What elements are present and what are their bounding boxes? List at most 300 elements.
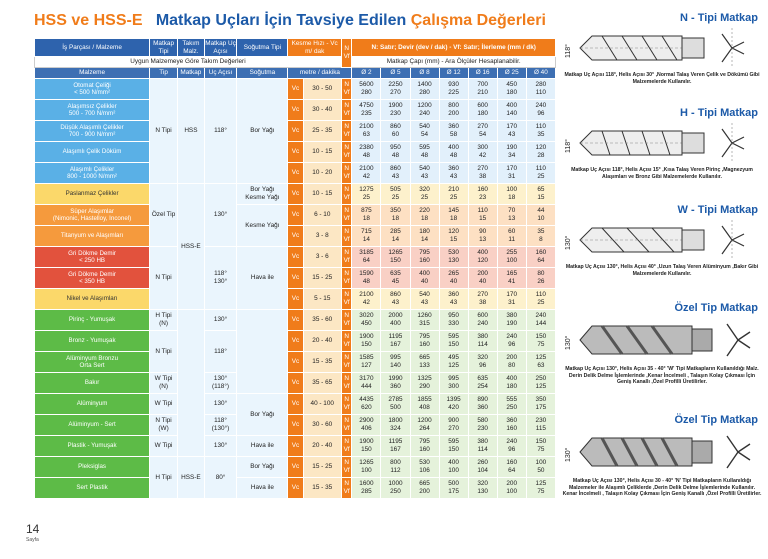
- uniform-note: Uygun Malzemeye Göre Takım Değerleri: [35, 57, 342, 68]
- type-cell: N Tipi: [150, 247, 178, 310]
- header-nvf: N Vf: [341, 39, 351, 68]
- value-cell: 860 60: [381, 121, 410, 142]
- w-type-title: W - Tipi Matkap: [677, 204, 758, 216]
- type-cell: W Tipi: [150, 394, 178, 415]
- table-row: [35, 415, 556, 436]
- table-row: [35, 373, 556, 394]
- value-cell: 995 300: [439, 373, 468, 394]
- n-vf-label: N Vf: [341, 100, 351, 121]
- type-cell: N Tipi (W): [150, 415, 178, 436]
- value-cell: 400 140: [497, 100, 526, 121]
- value-cell: 1325 290: [410, 373, 439, 394]
- material-cell: Alaşımlı Çelikler 800 - 1000 N/mm²: [35, 163, 150, 184]
- angle-cell: 130° (118°): [204, 373, 237, 394]
- value-cell: 795 160: [410, 331, 439, 352]
- value-cell: 4750 235: [352, 100, 381, 121]
- value-cell: 950 330: [439, 310, 468, 331]
- svg-text:130°: 130°: [565, 235, 572, 250]
- speed-cell: 25 - 35: [303, 121, 341, 142]
- angle-cell: 118° (130°): [204, 415, 237, 436]
- h-type-title: H - Tipi Matkap: [679, 107, 758, 119]
- value-cell: 220 18: [410, 205, 439, 226]
- material-cell: Alüminyum - Sert: [35, 415, 150, 436]
- value-cell: 320 96: [468, 352, 497, 373]
- type-cell: H Tipi: [150, 457, 178, 499]
- vc-label: Vc: [288, 226, 303, 247]
- value-cell: 110 25: [526, 289, 555, 310]
- vc-label: Vc: [288, 247, 303, 268]
- value-cell: 1260 315: [410, 310, 439, 331]
- page-number: 14: [26, 522, 40, 536]
- value-cell: 400 100: [439, 457, 468, 478]
- value-cell: 795 160: [410, 247, 439, 268]
- speed-cell: 10 - 20: [303, 163, 341, 184]
- value-cell: 800 200: [439, 100, 468, 121]
- value-cell: 1900 150: [352, 436, 381, 457]
- special-1-desc: Matkap Uç Açısı 130°, Helis Açısı 35 - 40° 'W' Tipi Matkapların Kullanıldığı Malz. Derin Delik Delme İşlemlerinde ,Kenar İncelmeli , Talaşın Kolay Çıkması İçin Geniş Kanallı ,Özel Profilli Üretilirler.: [565, 366, 759, 385]
- table-row: [35, 121, 556, 142]
- title-part3: Çalışma Değerleri: [410, 12, 546, 29]
- value-cell: 165 41: [497, 268, 526, 289]
- header-formula: N: Satır; Devir (dev / dak) - Vf: Satır; İlerleme (mm / dk): [352, 39, 556, 57]
- value-cell: 665 133: [410, 352, 439, 373]
- cool-cell: Hava ile: [237, 478, 288, 499]
- material-cell: Alaşımsız Çelikler 500 - 700 N/mm²: [35, 100, 150, 121]
- angle-cell: 118°: [204, 331, 237, 373]
- value-cell: 320 130: [468, 478, 497, 499]
- col-d40: Ø 40: [526, 68, 555, 79]
- n-vf-label: N Vf: [341, 247, 351, 268]
- value-cell: 240 96: [526, 100, 555, 121]
- angle-cell: 130°: [204, 436, 237, 457]
- cool-cell: Bor Yağı: [237, 79, 288, 184]
- table-row: [35, 436, 556, 457]
- header-tip-angle: Matkap Uç Açısı: [205, 39, 236, 55]
- value-cell: 125 75: [526, 478, 555, 499]
- value-cell: 350 175: [526, 394, 555, 415]
- value-cell: 240 144: [526, 310, 555, 331]
- value-cell: 240 96: [497, 331, 526, 352]
- vc-label: Vc: [288, 100, 303, 121]
- value-cell: 3185 64: [352, 247, 381, 268]
- table-row: [35, 310, 556, 331]
- value-cell: 280 110: [526, 79, 555, 100]
- speed-cell: 15 - 25: [303, 457, 341, 478]
- w-type-desc: Matkap Uç Açısı 130°, Helis Açısı 40° ,Uzun Talaş Veren Alüminyum ,Bakır Gibi Malzemelerde Kullanılır.: [565, 264, 759, 277]
- n-vf-label: N Vf: [341, 352, 351, 373]
- value-cell: 1200 264: [410, 415, 439, 436]
- vc-label: Vc: [288, 331, 303, 352]
- cool-cell: Bor Yağı: [237, 457, 288, 478]
- value-cell: 65 15: [526, 184, 555, 205]
- table-row: [35, 79, 556, 100]
- type-cell: Özel Tip: [150, 184, 178, 247]
- w-type-drill: [562, 204, 762, 277]
- vc-label: Vc: [288, 415, 303, 436]
- h-type-drill: [562, 107, 762, 180]
- value-cell: 270 54: [468, 121, 497, 142]
- speed-cell: 20 - 40: [303, 436, 341, 457]
- vc-label: Vc: [288, 79, 303, 100]
- material-cell: Bakır: [35, 373, 150, 394]
- value-cell: 400 40: [410, 268, 439, 289]
- value-cell: 260 104: [468, 457, 497, 478]
- value-cell: 1900 230: [381, 100, 410, 121]
- material-cell: Gri Dökme Demir < 250 HB: [35, 247, 150, 268]
- cool-cell: Bor Yağı Kesme Yağı: [237, 184, 288, 205]
- value-cell: 210 25: [439, 184, 468, 205]
- cool-cell: [237, 310, 288, 394]
- cutting-values-table: [34, 38, 556, 499]
- value-cell: 635 45: [381, 268, 410, 289]
- type-cell: W Tipi (N): [150, 373, 178, 394]
- table-row: [35, 478, 556, 499]
- col-cool: Soğutma: [237, 68, 288, 79]
- value-cell: 3170 444: [352, 373, 381, 394]
- value-cell: 1200 240: [410, 100, 439, 121]
- n-vf-label: N Vf: [341, 163, 351, 184]
- value-cell: 700 210: [468, 79, 497, 100]
- angle-cell: 80°: [204, 457, 237, 499]
- value-cell: 380 190: [497, 310, 526, 331]
- value-cell: 3020 450: [352, 310, 381, 331]
- col-d8: Ø 8: [410, 68, 439, 79]
- n-vf-label: N Vf: [341, 268, 351, 289]
- material-cell: Alaşımlı Çelik Döküm: [35, 142, 150, 163]
- speed-cell: 30 - 50: [303, 79, 341, 100]
- n-vf-label: N Vf: [341, 142, 351, 163]
- material-cell: Sert Plastik: [35, 478, 150, 499]
- value-cell: 160 64: [526, 247, 555, 268]
- value-cell: 2900 406: [352, 415, 381, 436]
- value-cell: 200 40: [468, 268, 497, 289]
- drill-cell: HSS-E: [178, 184, 205, 310]
- h-type-desc: Matkap Uç Açısı 118°, Helis Açısı 15° ,Kısa Talaş Veren Pirinç ,Magnezyum Alaşımları ve Bronz Gibi Malzemelerde Kullanılır.: [571, 167, 753, 180]
- value-cell: 360 43: [439, 163, 468, 184]
- value-cell: 100 50: [526, 457, 555, 478]
- title-part2: Matkap Uçları İçin Tavsiye Edilen: [155, 12, 407, 29]
- value-cell: 110 15: [468, 205, 497, 226]
- col-d5: Ø 5: [381, 68, 410, 79]
- value-cell: 145 18: [439, 205, 468, 226]
- cool-cell: Hava ile: [237, 436, 288, 457]
- value-cell: 320 25: [410, 184, 439, 205]
- title-part1: HSS ve HSS-E: [34, 12, 143, 29]
- n-vf-label: N Vf: [341, 415, 351, 436]
- value-cell: 595 150: [439, 331, 468, 352]
- material-cell: Titanyum ve Alaşımları: [35, 226, 150, 247]
- value-cell: 1585 127: [352, 352, 381, 373]
- material-cell: Otomat Çeliği < 500 N/mm²: [35, 79, 150, 100]
- value-cell: 120 28: [526, 142, 555, 163]
- value-cell: 665 200: [410, 478, 439, 499]
- speed-cell: 15 - 35: [303, 478, 341, 499]
- value-cell: 125 63: [526, 352, 555, 373]
- svg-text:130°: 130°: [565, 447, 572, 462]
- value-cell: 150 75: [526, 331, 555, 352]
- vc-label: Vc: [288, 373, 303, 394]
- value-cell: 1400 280: [410, 79, 439, 100]
- material-cell: Süper Alaşımlar (Nimonic, Hastelloy, Inconel): [35, 205, 150, 226]
- value-cell: 240 96: [497, 436, 526, 457]
- n-type-drill: [562, 12, 762, 85]
- col-type: Tip: [150, 68, 178, 79]
- value-cell: 190 34: [497, 142, 526, 163]
- value-cell: 70 13: [497, 205, 526, 226]
- value-cell: 400 180: [497, 373, 526, 394]
- page-word: Sayfa: [26, 537, 39, 543]
- n-vf-label: N Vf: [341, 478, 351, 499]
- special-2-title: Özel Tip Matkap: [674, 414, 758, 426]
- speed-cell: 35 - 65: [303, 373, 341, 394]
- table-row: [35, 163, 556, 184]
- table-row: [35, 352, 556, 373]
- value-cell: 540 43: [410, 289, 439, 310]
- value-cell: 635 254: [468, 373, 497, 394]
- vc-label: Vc: [288, 121, 303, 142]
- vc-label: Vc: [288, 205, 303, 226]
- value-cell: 580 230: [468, 415, 497, 436]
- value-cell: 250 125: [526, 373, 555, 394]
- table-row: [35, 184, 556, 205]
- material-cell: Plastik - Yumuşak: [35, 436, 150, 457]
- value-cell: 360 43: [439, 289, 468, 310]
- n-vf-label: N Vf: [341, 289, 351, 310]
- value-cell: 595 150: [439, 436, 468, 457]
- value-cell: 4435 620: [352, 394, 381, 415]
- value-cell: 530 130: [439, 247, 468, 268]
- value-cell: 530 106: [410, 457, 439, 478]
- vc-label: Vc: [288, 436, 303, 457]
- col-angle: Uç Açısı: [204, 68, 237, 79]
- n-type-drill-icon: [562, 24, 762, 72]
- value-cell: 400 48: [439, 142, 468, 163]
- vc-label: Vc: [288, 457, 303, 478]
- table-row: [35, 289, 556, 310]
- value-cell: 995 140: [381, 352, 410, 373]
- value-cell: 160 23: [468, 184, 497, 205]
- value-cell: 2100 63: [352, 121, 381, 142]
- value-cell: 160 64: [497, 457, 526, 478]
- vc-label: Vc: [288, 394, 303, 415]
- type-cell: N Tipi: [150, 331, 178, 373]
- col-material: Malzeme: [35, 68, 150, 79]
- speed-cell: 40 - 100: [303, 394, 341, 415]
- table-row: [35, 331, 556, 352]
- value-cell: 1600 285: [352, 478, 381, 499]
- material-cell: Paslanmaz Çelikler: [35, 184, 150, 205]
- header-tool-material: Takım Malz.: [178, 39, 205, 57]
- header-coolant: Soğutma Tipi: [237, 39, 288, 57]
- speed-cell: 10 - 15: [303, 142, 341, 163]
- vc-label: Vc: [288, 478, 303, 499]
- svg-text:118°: 118°: [565, 139, 572, 153]
- value-cell: 180 14: [410, 226, 439, 247]
- value-cell: 800 112: [381, 457, 410, 478]
- value-cell: 595 48: [410, 142, 439, 163]
- value-cell: 170 31: [497, 289, 526, 310]
- table-row: [35, 100, 556, 121]
- value-cell: 200 80: [497, 352, 526, 373]
- angle-cell: 130°: [204, 184, 237, 247]
- vc-label: Vc: [288, 352, 303, 373]
- value-cell: 1590 48: [352, 268, 381, 289]
- cool-cell: Hava ile: [237, 247, 288, 310]
- value-cell: 100 18: [497, 184, 526, 205]
- speed-cell: 15 - 35: [303, 352, 341, 373]
- vc-label: Vc: [288, 184, 303, 205]
- col-drill: Matkap: [178, 68, 205, 79]
- value-cell: 255 100: [497, 247, 526, 268]
- col-d16: Ø 16: [468, 68, 497, 79]
- n-vf-label: N Vf: [341, 331, 351, 352]
- speed-cell: 30 - 60: [303, 415, 341, 436]
- value-cell: 270 38: [468, 289, 497, 310]
- value-cell: 360 160: [497, 415, 526, 436]
- value-cell: 1395 420: [439, 394, 468, 415]
- value-cell: 1195 167: [381, 331, 410, 352]
- value-cell: 400 120: [468, 247, 497, 268]
- value-cell: 230 115: [526, 415, 555, 436]
- special-drill-2: [562, 414, 762, 498]
- value-cell: 2380 48: [352, 142, 381, 163]
- material-cell: Gri Dökme Demir < 350 HB: [35, 268, 150, 289]
- value-cell: 60 11: [497, 226, 526, 247]
- value-cell: 2785 500: [381, 394, 410, 415]
- material-cell: Pleksiglas: [35, 457, 150, 478]
- speed-cell: 10 - 15: [303, 184, 341, 205]
- special-2-drill-icon: [562, 426, 762, 478]
- material-cell: Nikel ve Alaşımları: [35, 289, 150, 310]
- n-vf-label: N Vf: [341, 205, 351, 226]
- svg-text:118°: 118°: [565, 44, 572, 58]
- value-cell: 2250 270: [381, 79, 410, 100]
- value-cell: 1275 25: [352, 184, 381, 205]
- value-cell: 380 114: [468, 331, 497, 352]
- value-cell: 170 31: [497, 163, 526, 184]
- material-cell: Alüminyum Bronzu Orta Sert: [35, 352, 150, 373]
- vc-label: Vc: [288, 289, 303, 310]
- table-row: [35, 247, 556, 268]
- value-cell: 1195 167: [381, 436, 410, 457]
- material-cell: Pirinç - Yumuşak: [35, 310, 150, 331]
- value-cell: 150 75: [526, 436, 555, 457]
- value-cell: 555 250: [497, 394, 526, 415]
- special-2-desc: Matkap Uç Açısı 130°, Helis Açısı 30 - 40° 'N' Tipi Matkapların Kullanıldığı Malzemeler ile Alaşımlı Çeliklerde ,Derin Delik Delme İşlemlerinde Kullanılır. Kenar İncelmeli , Talaşın Kolay Çıkması İçin Geniş Kanallı ,Özel Profilli Üretilirler.: [562, 478, 762, 497]
- value-cell: 265 40: [439, 268, 468, 289]
- value-cell: 270 38: [468, 163, 497, 184]
- value-cell: 715 14: [352, 226, 381, 247]
- value-cell: 110 25: [526, 163, 555, 184]
- value-cell: 110 35: [526, 121, 555, 142]
- n-vf-label: N Vf: [341, 457, 351, 478]
- value-cell: 930 225: [439, 79, 468, 100]
- value-cell: 120 15: [439, 226, 468, 247]
- n-vf-label: N Vf: [341, 226, 351, 247]
- value-cell: 505 25: [381, 184, 410, 205]
- value-cell: 90 13: [468, 226, 497, 247]
- value-cell: 2100 42: [352, 163, 381, 184]
- speed-cell: 35 - 60: [303, 310, 341, 331]
- speed-cell: 20 - 40: [303, 331, 341, 352]
- n-vf-label: N Vf: [341, 310, 351, 331]
- value-cell: 1265 150: [381, 247, 410, 268]
- type-cell: W Tipi: [150, 436, 178, 457]
- header-drill-type: Matkap Tipi: [150, 39, 178, 57]
- speed-cell: 30 - 40: [303, 100, 341, 121]
- cool-cell: Bor Yağı: [237, 394, 288, 436]
- speed-cell: 5 - 15: [303, 289, 341, 310]
- table-row: [35, 142, 556, 163]
- value-cell: 860 43: [381, 163, 410, 184]
- speed-cell: 3 - 8: [303, 226, 341, 247]
- w-type-drill-icon: [562, 216, 762, 264]
- value-cell: 600 240: [468, 310, 497, 331]
- header-cutting-speed: Kesme Hızı - Vc m/ dak: [288, 39, 341, 57]
- n-vf-label: N Vf: [341, 184, 351, 205]
- material-cell: Alüminyum: [35, 394, 150, 415]
- drill-cell: [178, 310, 205, 457]
- n-vf-label: N Vf: [341, 373, 351, 394]
- value-cell: 795 160: [410, 436, 439, 457]
- special-1-drill-icon: [562, 314, 762, 366]
- value-cell: 450 180: [497, 79, 526, 100]
- value-cell: 540 43: [410, 163, 439, 184]
- value-cell: 500 175: [439, 478, 468, 499]
- material-cell: Düşük Alaşımlı Çelikler 700 - 900 N/mm²: [35, 121, 150, 142]
- value-cell: 900 270: [439, 415, 468, 436]
- value-cell: 1800 324: [381, 415, 410, 436]
- col-d25: Ø 25: [497, 68, 526, 79]
- table-row: [35, 226, 556, 247]
- value-cell: 44 10: [526, 205, 555, 226]
- col-d12: Ø 12: [439, 68, 468, 79]
- value-cell: 860 43: [381, 289, 410, 310]
- type-cell: H Tipi (N): [150, 310, 178, 331]
- value-cell: 380 114: [468, 436, 497, 457]
- value-cell: 1855 408: [410, 394, 439, 415]
- angle-cell: 118° 130°: [204, 247, 237, 310]
- cool-cell: Kesme Yağı: [237, 205, 288, 247]
- vc-label: Vc: [288, 163, 303, 184]
- table-row: [35, 268, 556, 289]
- table-row: [35, 457, 556, 478]
- value-cell: 1000 250: [381, 478, 410, 499]
- value-cell: 950 48: [381, 142, 410, 163]
- drill-cell: HSS: [178, 79, 205, 184]
- n-vf-label: N Vf: [341, 436, 351, 457]
- vc-label: Vc: [288, 268, 303, 289]
- value-cell: 2100 42: [352, 289, 381, 310]
- value-cell: 80 26: [526, 268, 555, 289]
- vc-label: Vc: [288, 142, 303, 163]
- col-speed: metre / dakika: [288, 68, 352, 79]
- speed-cell: 3 - 6: [303, 247, 341, 268]
- n-vf-label: N Vf: [341, 79, 351, 100]
- special-1-title: Özel Tip Matkap: [674, 302, 758, 314]
- angle-cell: 130°: [204, 310, 237, 331]
- angle-cell: 130°: [204, 394, 237, 415]
- angle-cell: 118°: [204, 79, 237, 184]
- value-cell: 2000 400: [381, 310, 410, 331]
- table-row: [35, 205, 556, 226]
- speed-cell: 6 - 10: [303, 205, 341, 226]
- value-cell: 875 18: [352, 205, 381, 226]
- h-type-drill-icon: [562, 119, 762, 167]
- header-workpiece: İş Parçası / Malzeme: [35, 39, 150, 57]
- value-cell: 5600 280: [352, 79, 381, 100]
- value-cell: 170 43: [497, 121, 526, 142]
